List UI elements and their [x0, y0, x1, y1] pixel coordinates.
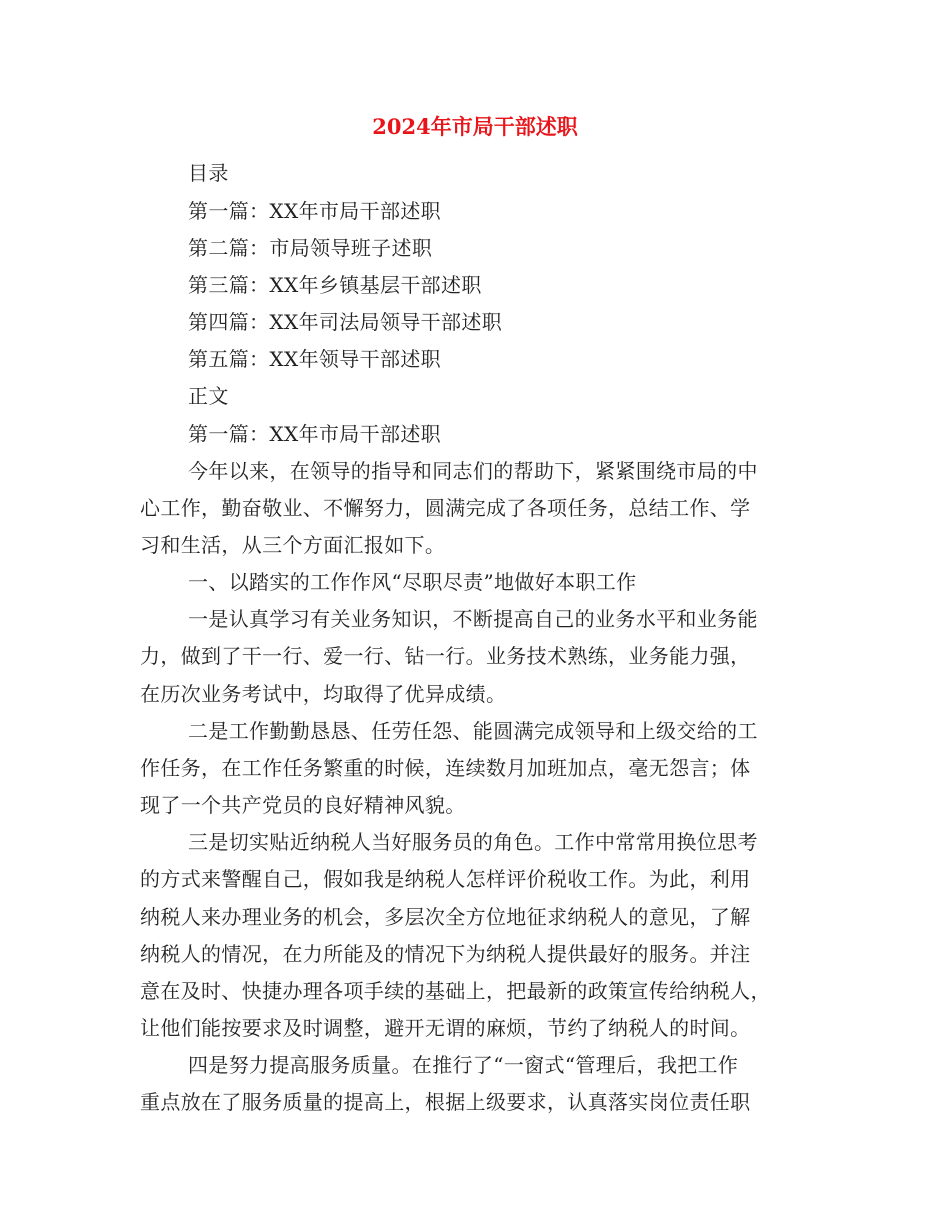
- toc-entry-1: 第一篇：XX年市局干部述职: [188, 199, 442, 223]
- paragraph-line: 今年以来，在领导的指导和同志们的帮助下，紧紧围绕市局的中: [188, 459, 758, 483]
- toc-entry-3: 第三篇：XX年乡镇基层干部述职: [188, 273, 482, 297]
- paragraph-line: 的方式来警醒自己，假如我是纳税人怎样评价税收工作。为此，利用: [140, 867, 751, 891]
- toc-heading: 目录: [188, 161, 229, 185]
- toc-entry-4: 第四篇：XX年司法局领导干部述职: [188, 310, 503, 334]
- paragraph-line: 纳税人来办理业务的机会，多层次全方位地征求纳税人的意见，了解: [140, 905, 751, 929]
- section-heading: 一、以踏实的工作作风“尽职尽责”地做好本职工作: [188, 570, 637, 594]
- paragraph-line: 习和生活，从三个方面汇报如下。: [140, 533, 446, 557]
- paragraph-line: 纳税人的情况，在力所能及的情况下为纳税人提供最好的服务。并注: [140, 942, 751, 966]
- paragraph-line: 心工作，勤奋敬业、不懈努力，圆满完成了各项任务，总结工作、学: [140, 496, 751, 520]
- paragraph-line: 三是切实贴近纳税人当好服务员的角色。工作中常常用换位思考: [188, 830, 758, 854]
- paragraph-line: 一是认真学习有关业务知识，不断提高自己的业务水平和业务能: [188, 607, 758, 631]
- toc-entry-5: 第五篇：XX年领导干部述职: [188, 347, 442, 371]
- document-title: 2024年市局干部述职: [372, 114, 578, 139]
- paragraph-line: 让他们能按要求及时调整，避开无谓的麻烦，节约了纳税人的时间。: [140, 1016, 751, 1040]
- paragraph-line: 重点放在了服务质量的提高上，根据上级要求，认真落实岗位责任职: [140, 1090, 751, 1114]
- paragraph-line: 四是努力提高服务质量。在推行了“一窗式“管理后，我把工作: [188, 1053, 739, 1077]
- paragraph-line: 在历次业务考试中，均取得了优异成绩。: [140, 682, 507, 706]
- paragraph-line: 现了一个共产党员的良好精神风貌。: [140, 793, 466, 817]
- paragraph-line: 力，做到了干一行、爱一行、钻一行。业务技术熟练，业务能力强，: [140, 644, 751, 668]
- chapter-title: 第一篇：XX年市局干部述职: [188, 422, 442, 446]
- toc-entry-2: 第二篇：市局领导班子述职: [188, 236, 433, 260]
- paragraph-line: 二是工作勤勤恳恳、任劳任怨、能圆满完成领导和上级交给的工: [188, 719, 758, 743]
- paragraph-line: 作任务，在工作任务繁重的时候，连续数月加班加点，毫无怨言；体: [140, 756, 751, 780]
- body-heading: 正文: [188, 384, 229, 408]
- paragraph-line: 意在及时、快捷办理各项手续的基础上，把最新的政策宣传给纳税人，: [140, 979, 771, 1003]
